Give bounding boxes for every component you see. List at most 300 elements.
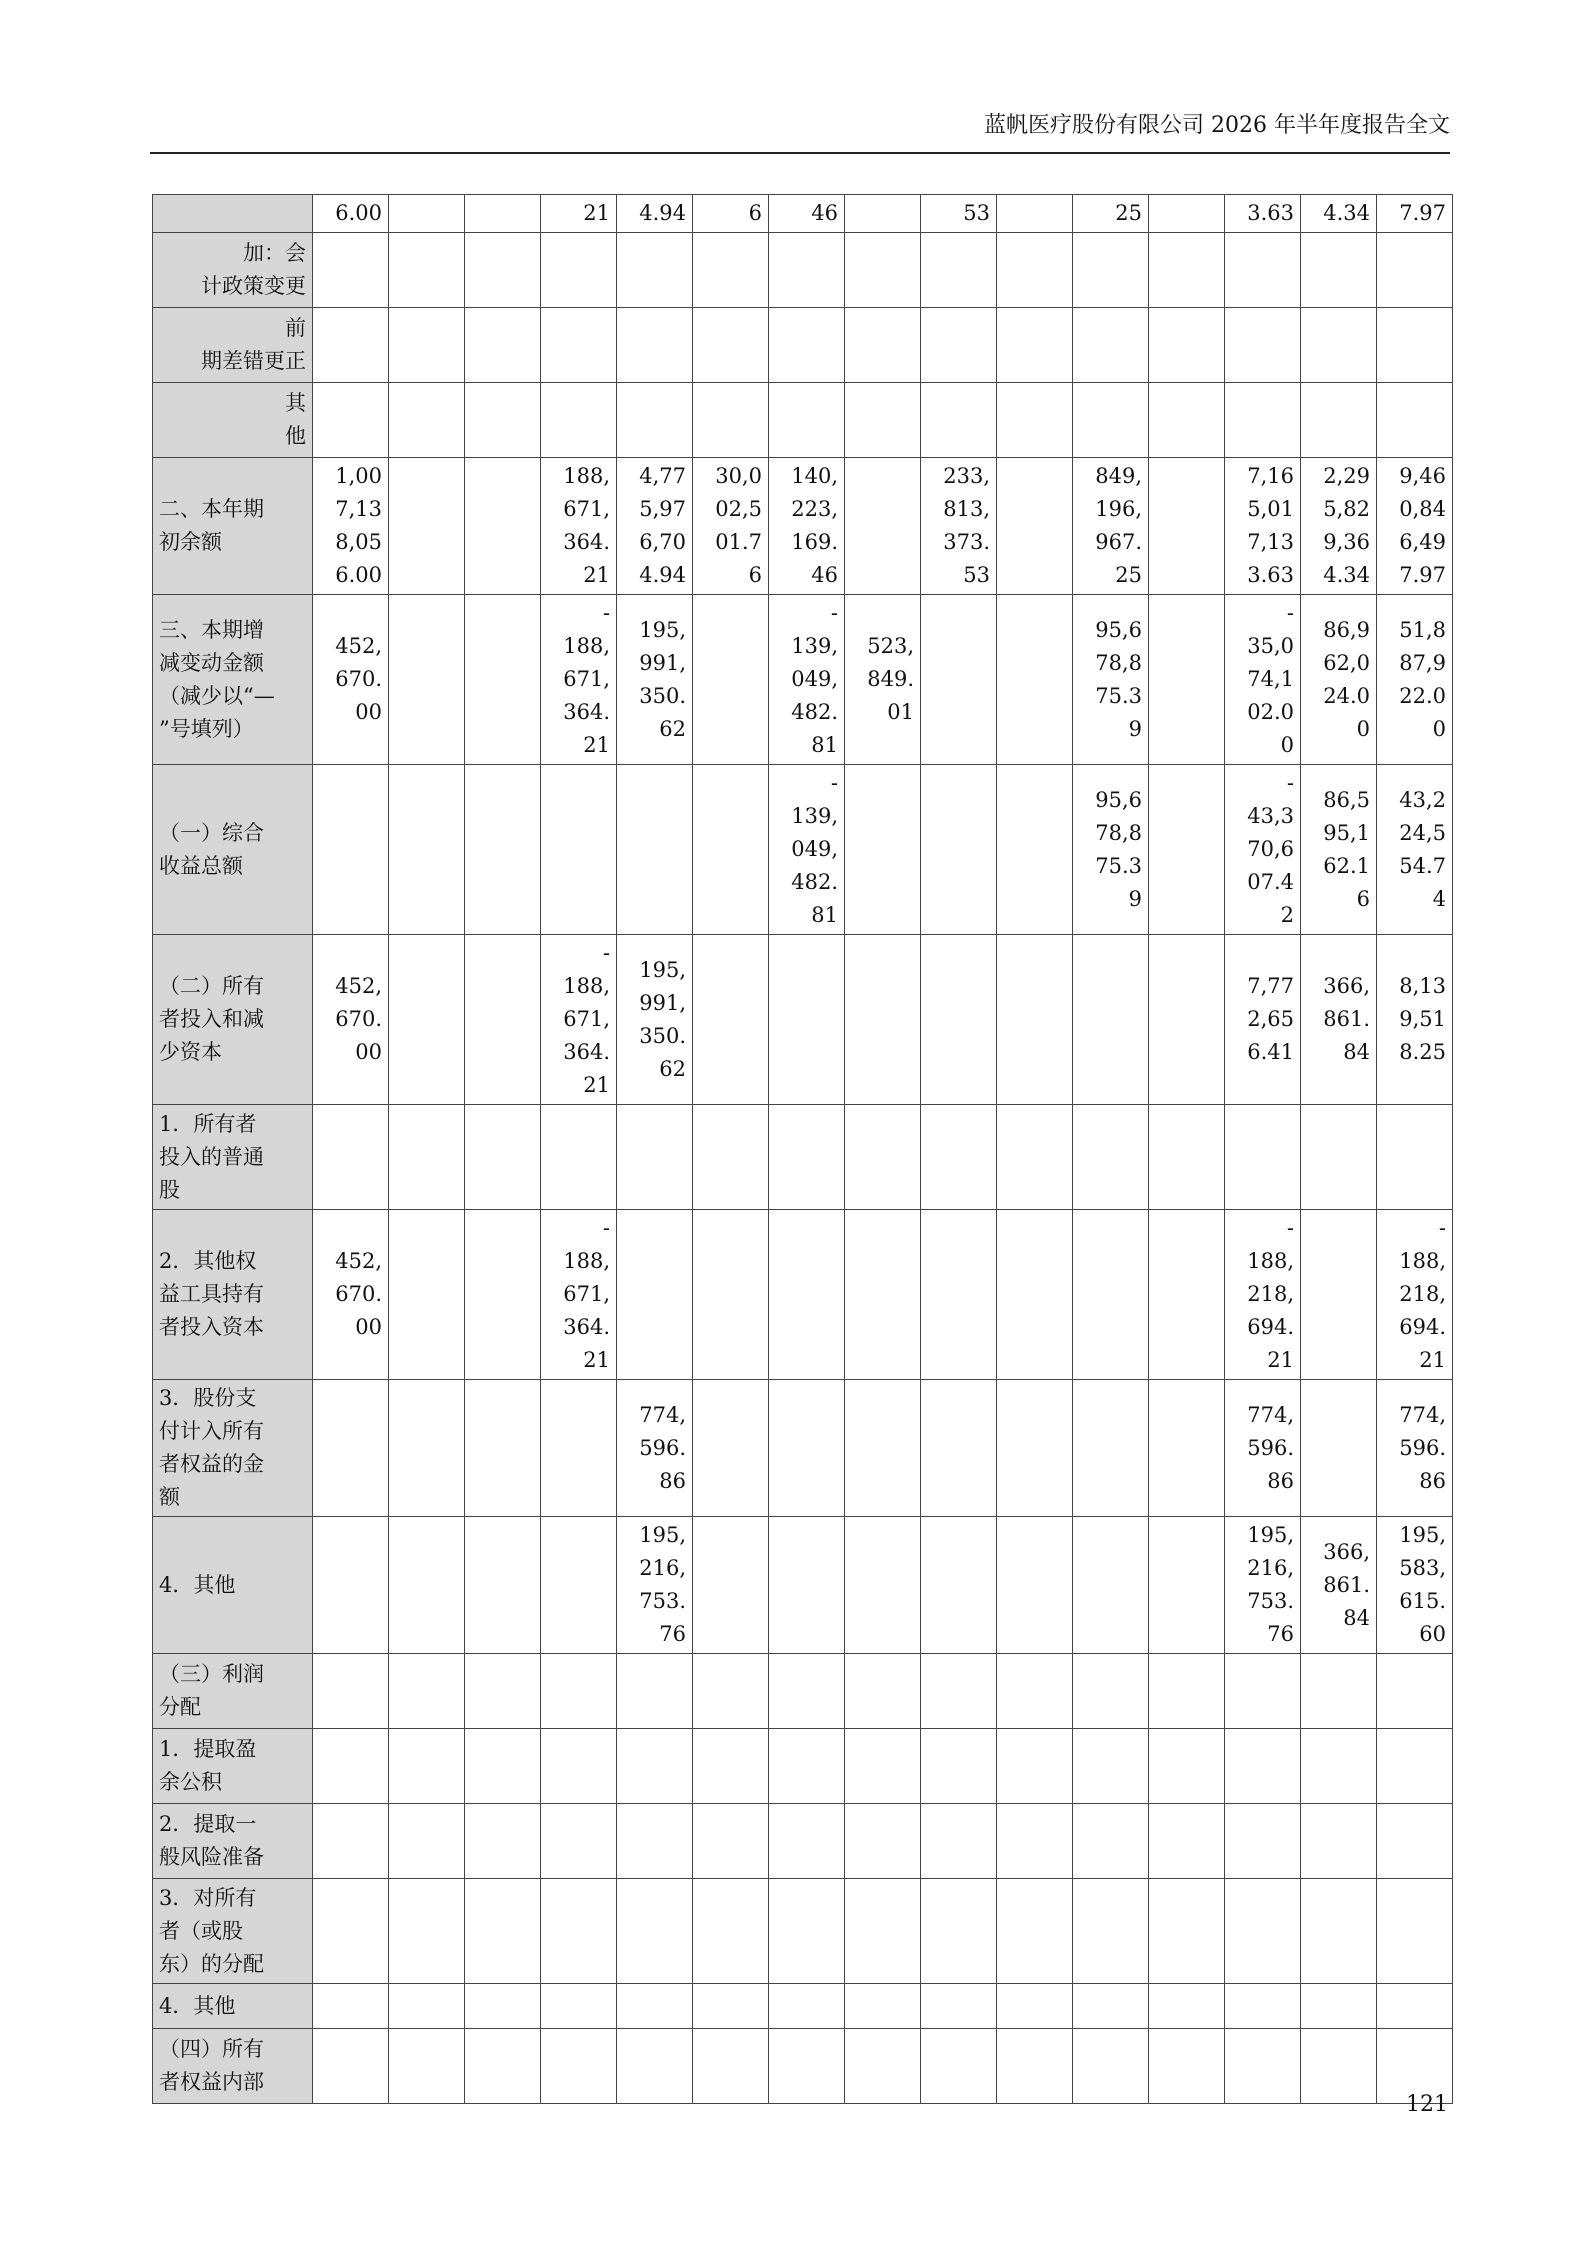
row-label: 2．提取一 般风险准备 (153, 1804, 313, 1879)
table-cell: 195, 216, 753. 76 (617, 1517, 693, 1654)
table-cell (313, 1517, 389, 1654)
table-cell (313, 1729, 389, 1804)
table-cell (921, 1879, 997, 1984)
table-cell: 3.63 (1225, 195, 1301, 233)
table-cell (693, 233, 769, 308)
table-cell: - 188, 218, 694. 21 (1225, 1210, 1301, 1380)
table-cell (769, 1210, 845, 1380)
table-cell (465, 1210, 541, 1380)
table-cell (1073, 1105, 1149, 1210)
table-cell (389, 1729, 465, 1804)
row-label: （三）利润 分配 (153, 1654, 313, 1729)
table-cell: 233, 813, 373. 53 (921, 458, 997, 595)
table-cell (389, 1804, 465, 1879)
table-cell (921, 233, 997, 308)
table-cell (997, 1105, 1073, 1210)
table-cell (921, 1517, 997, 1654)
table-cell (313, 233, 389, 308)
table-cell (313, 765, 389, 935)
table-cell (1073, 1984, 1149, 2029)
table-cell (693, 595, 769, 765)
table-cell (1225, 383, 1301, 458)
table-cell (313, 308, 389, 383)
equity-change-table (152, 194, 1453, 2104)
table-cell (997, 595, 1073, 765)
table-cell: 452, 670. 00 (313, 1210, 389, 1380)
table-cell (1073, 935, 1149, 1105)
table-cell (465, 1380, 541, 1517)
table-cell: 95,6 78,8 75.3 9 (1073, 765, 1149, 935)
table-cell: 1,00 7,13 8,05 6.00 (313, 458, 389, 595)
table-cell: 4,77 5,97 6,70 4.94 (617, 458, 693, 595)
table-cell (465, 1804, 541, 1879)
row-label (153, 195, 313, 233)
header-divider (150, 152, 1450, 154)
table-cell (1149, 233, 1225, 308)
table-cell: - 139, 049, 482. 81 (769, 765, 845, 935)
table-cell (541, 2029, 617, 2104)
table-cell (845, 1105, 921, 1210)
table-cell (1149, 383, 1225, 458)
table-row (153, 1105, 1453, 1210)
row-label: （四）所有 者权益内部 (153, 2029, 313, 2104)
table-cell (693, 1517, 769, 1654)
table-cell (389, 1517, 465, 1654)
table-cell: 30,0 02,5 01.7 6 (693, 458, 769, 595)
table-cell (1149, 1879, 1225, 1984)
table-cell (313, 383, 389, 458)
row-label: 3．股份支 付计入所有 者权益的金 额 (153, 1380, 313, 1517)
table-cell: 195, 991, 350. 62 (617, 935, 693, 1105)
table-cell (921, 2029, 997, 2104)
table-row (153, 1984, 1453, 2029)
table-cell (1377, 1729, 1453, 1804)
table-cell (845, 195, 921, 233)
row-label: 加：会 计政策变更 (153, 233, 313, 308)
table-cell (845, 1984, 921, 2029)
table-cell: - 139, 049, 482. 81 (769, 595, 845, 765)
table-row (153, 1654, 1453, 1729)
table-cell (541, 383, 617, 458)
table-cell: 849, 196, 967. 25 (1073, 458, 1149, 595)
table-cell (313, 1804, 389, 1879)
table-cell (465, 308, 541, 383)
table-cell (465, 233, 541, 308)
table-cell (693, 1879, 769, 1984)
table-cell (921, 1984, 997, 2029)
table-cell (921, 595, 997, 765)
table-cell: - 188, 671, 364. 21 (541, 595, 617, 765)
table-cell: 8,13 9,51 8.25 (1377, 935, 1453, 1105)
table-cell (1149, 308, 1225, 383)
table-cell (1149, 765, 1225, 935)
table-cell (541, 1804, 617, 1879)
table-cell (1225, 1105, 1301, 1210)
table-cell (921, 1804, 997, 1879)
table-cell (617, 1984, 693, 2029)
report-header-title: 蓝帆医疗股份有限公司 2026 年半年度报告全文 (984, 113, 1450, 138)
table-cell (693, 765, 769, 935)
table-cell (693, 1729, 769, 1804)
table-cell (389, 458, 465, 595)
table-cell (845, 308, 921, 383)
table-cell (1149, 1804, 1225, 1879)
table-cell (693, 383, 769, 458)
table-cell (997, 1879, 1073, 1984)
table-cell (541, 1105, 617, 1210)
table-cell: 95,6 78,8 75.3 9 (1073, 595, 1149, 765)
table-cell: 86,5 95,1 62.1 6 (1301, 765, 1377, 935)
table-cell (465, 383, 541, 458)
table-cell (617, 1879, 693, 1984)
table-cell (1301, 1380, 1377, 1517)
table-cell (389, 935, 465, 1105)
table-cell (1149, 595, 1225, 765)
row-label: 3．对所有 者（或股 东）的分配 (153, 1879, 313, 1984)
table-cell (997, 2029, 1073, 2104)
row-label: 1．所有者 投入的普通 股 (153, 1105, 313, 1210)
table-cell (389, 195, 465, 233)
table-cell (465, 765, 541, 935)
table-cell: 53 (921, 195, 997, 233)
table-cell (617, 765, 693, 935)
table-cell (1073, 1517, 1149, 1654)
table-cell (997, 308, 1073, 383)
table-cell (1225, 1654, 1301, 1729)
table-cell (313, 1105, 389, 1210)
table-cell (541, 1984, 617, 2029)
table-cell (617, 1729, 693, 1804)
table-cell (769, 1879, 845, 1984)
table-cell: - 43,3 70,6 07.4 2 (1225, 765, 1301, 935)
table-cell (997, 765, 1073, 935)
table-cell (769, 1984, 845, 2029)
table-cell (845, 1804, 921, 1879)
table-cell (1377, 308, 1453, 383)
table-cell (921, 1729, 997, 1804)
table-cell (997, 383, 1073, 458)
table-cell (465, 458, 541, 595)
table-cell (313, 2029, 389, 2104)
table-cell: 195, 991, 350. 62 (617, 595, 693, 765)
table-cell: 188, 671, 364. 21 (541, 458, 617, 595)
table-cell (1301, 1804, 1377, 1879)
table-cell (1301, 1105, 1377, 1210)
table-cell (1377, 1105, 1453, 1210)
table-cell (541, 1517, 617, 1654)
table-cell (389, 595, 465, 765)
table-cell: 452, 670. 00 (313, 595, 389, 765)
table-cell (389, 1380, 465, 1517)
table-cell (1225, 1729, 1301, 1804)
table-cell (1301, 1879, 1377, 1984)
table-cell (389, 1984, 465, 2029)
table-cell (1225, 1984, 1301, 2029)
table-cell (845, 458, 921, 595)
table-cell (1377, 1654, 1453, 1729)
table-cell (617, 1654, 693, 1729)
table-cell (465, 1729, 541, 1804)
table-cell (693, 1654, 769, 1729)
row-label: 2．其他权 益工具持有 者投入资本 (153, 1210, 313, 1380)
table-cell (845, 765, 921, 935)
table-cell (1301, 1210, 1377, 1380)
table-row (153, 308, 1453, 383)
table-cell (845, 233, 921, 308)
table-cell (541, 765, 617, 935)
table-cell (845, 1517, 921, 1654)
table-cell (845, 935, 921, 1105)
table-cell (997, 1729, 1073, 1804)
table-cell (1073, 383, 1149, 458)
table-row (153, 1210, 1453, 1380)
row-label: 4．其他 (153, 1984, 313, 2029)
table-row (153, 1804, 1453, 1879)
table-cell (997, 1210, 1073, 1380)
table-cell (465, 1654, 541, 1729)
table-cell (921, 1210, 997, 1380)
table-cell (465, 2029, 541, 2104)
table-cell (1225, 1804, 1301, 1879)
table-cell (1073, 1729, 1149, 1804)
table-row (153, 1729, 1453, 1804)
table-cell: 366, 861. 84 (1301, 935, 1377, 1105)
table-cell: 7.97 (1377, 195, 1453, 233)
table-cell (769, 383, 845, 458)
table-cell (465, 595, 541, 765)
table-cell (1149, 2029, 1225, 2104)
table-cell (1225, 308, 1301, 383)
table-cell: 9,46 0,84 6,49 7.97 (1377, 458, 1453, 595)
table-cell (693, 1380, 769, 1517)
table-cell (845, 1380, 921, 1517)
table-cell: 366, 861. 84 (1301, 1517, 1377, 1654)
table-cell (921, 935, 997, 1105)
table-cell (693, 1210, 769, 1380)
table-cell (769, 233, 845, 308)
row-label: 1．提取盈 余公积 (153, 1729, 313, 1804)
table-cell (465, 1105, 541, 1210)
table-cell (1073, 308, 1149, 383)
table-cell (1149, 1105, 1225, 1210)
table-cell: 4.34 (1301, 195, 1377, 233)
table-cell (465, 1984, 541, 2029)
table-cell (389, 2029, 465, 2104)
table-cell (389, 383, 465, 458)
table-cell (693, 1105, 769, 1210)
table-cell (1073, 1804, 1149, 1879)
table-cell: 195, 216, 753. 76 (1225, 1517, 1301, 1654)
table-row (153, 595, 1453, 765)
table-cell (769, 2029, 845, 2104)
table-cell: 452, 670. 00 (313, 935, 389, 1105)
table-cell (617, 308, 693, 383)
table-cell (313, 1654, 389, 1729)
table-cell (845, 1879, 921, 1984)
table-cell: 25 (1073, 195, 1149, 233)
table-cell (541, 1380, 617, 1517)
table-cell (541, 233, 617, 308)
table-cell (845, 1654, 921, 1729)
table-cell (997, 458, 1073, 595)
table-cell (465, 935, 541, 1105)
table-cell (617, 1105, 693, 1210)
table-cell (1377, 383, 1453, 458)
table-cell (845, 2029, 921, 2104)
table-cell (1073, 233, 1149, 308)
table-cell (769, 308, 845, 383)
table-row (153, 1879, 1453, 1984)
table-cell (845, 1210, 921, 1380)
table-cell (617, 1804, 693, 1879)
table-cell (921, 765, 997, 935)
table-row (153, 458, 1453, 595)
table-cell (921, 1380, 997, 1517)
table-cell (1301, 383, 1377, 458)
table-cell (1073, 1654, 1149, 1729)
table-cell (921, 308, 997, 383)
table-cell (1377, 1984, 1453, 2029)
table-cell (313, 1984, 389, 2029)
table-cell (769, 1517, 845, 1654)
table-cell (769, 1804, 845, 1879)
table-cell (1073, 1879, 1149, 1984)
table-cell: 7,77 2,65 6.41 (1225, 935, 1301, 1105)
table-cell: 7,16 5,01 7,13 3.63 (1225, 458, 1301, 595)
table-cell (769, 1105, 845, 1210)
table-cell (1073, 2029, 1149, 2104)
table-row (153, 233, 1453, 308)
table-cell: 43,2 24,5 54.7 4 (1377, 765, 1453, 935)
table-cell (1225, 233, 1301, 308)
table-cell (693, 308, 769, 383)
table-cell (921, 1654, 997, 1729)
table-cell (1377, 233, 1453, 308)
table-cell: 140, 223, 169. 46 (769, 458, 845, 595)
table-cell (1301, 233, 1377, 308)
table-cell (617, 233, 693, 308)
table-cell: 523, 849. 01 (845, 595, 921, 765)
table-cell: 4.94 (617, 195, 693, 233)
table-row (153, 935, 1453, 1105)
table-cell (617, 383, 693, 458)
table-cell (1301, 1984, 1377, 2029)
table-cell (997, 1380, 1073, 1517)
table-cell (389, 1654, 465, 1729)
page-number: 121 (1406, 2092, 1448, 2117)
table-cell (1149, 1210, 1225, 1380)
table-cell: 46 (769, 195, 845, 233)
table-cell (617, 1210, 693, 1380)
table-cell (1225, 2029, 1301, 2104)
table-cell (541, 1729, 617, 1804)
table-row (153, 1517, 1453, 1654)
row-label: 其 他 (153, 383, 313, 458)
table-cell: - 188, 671, 364. 21 (541, 935, 617, 1105)
table-cell (389, 308, 465, 383)
table-cell (541, 308, 617, 383)
table-row (153, 1380, 1453, 1517)
table-row (153, 765, 1453, 935)
table-cell (769, 1380, 845, 1517)
table-cell (1301, 1729, 1377, 1804)
table-cell: 774, 596. 86 (1225, 1380, 1301, 1517)
table-cell (389, 1879, 465, 1984)
table-cell (1149, 195, 1225, 233)
table-cell (389, 233, 465, 308)
table-cell (769, 1654, 845, 1729)
table-cell: - 35,0 74,1 02.0 0 (1225, 595, 1301, 765)
table-cell (389, 1210, 465, 1380)
table-row (153, 2029, 1453, 2104)
table-cell (997, 1517, 1073, 1654)
row-label: （一）综合 收益总额 (153, 765, 313, 935)
table-cell (1073, 1210, 1149, 1380)
table-cell (1225, 1879, 1301, 1984)
table-cell (465, 1879, 541, 1984)
table-cell (693, 1804, 769, 1879)
table-cell (313, 1380, 389, 1517)
table-cell (1149, 1380, 1225, 1517)
table-cell: 6.00 (313, 195, 389, 233)
table-cell (617, 2029, 693, 2104)
table-cell (1149, 1729, 1225, 1804)
table-cell (389, 1105, 465, 1210)
table-cell: 774, 596. 86 (1377, 1380, 1453, 1517)
table-cell (769, 1729, 845, 1804)
table-cell (1301, 308, 1377, 383)
table-cell (1149, 935, 1225, 1105)
row-label: 4．其他 (153, 1517, 313, 1654)
table-cell: 774, 596. 86 (617, 1380, 693, 1517)
table-cell (997, 233, 1073, 308)
table-cell (1149, 1517, 1225, 1654)
table-cell (845, 383, 921, 458)
table-cell (769, 935, 845, 1105)
row-label: 二、本年期 初余额 (153, 458, 313, 595)
table-cell: 2,29 5,82 9,36 4.34 (1301, 458, 1377, 595)
table-cell (921, 1105, 997, 1210)
table-cell: - 188, 671, 364. 21 (541, 1210, 617, 1380)
table-cell (465, 195, 541, 233)
table-cell: 51,8 87,9 22.0 0 (1377, 595, 1453, 765)
table-cell (1301, 1654, 1377, 1729)
table-cell (1377, 1879, 1453, 1984)
table-cell: 6 (693, 195, 769, 233)
table-cell (313, 1879, 389, 1984)
table-cell (997, 1984, 1073, 2029)
table-row (153, 195, 1453, 233)
table-cell (465, 1517, 541, 1654)
row-label: 前 期差错更正 (153, 308, 313, 383)
row-label: （二）所有 者投入和减 少资本 (153, 935, 313, 1105)
table-cell (997, 1804, 1073, 1879)
table-cell (541, 1654, 617, 1729)
table-cell (693, 1984, 769, 2029)
table-cell (541, 1879, 617, 1984)
table-cell (997, 935, 1073, 1105)
table-cell: 195, 583, 615. 60 (1377, 1517, 1453, 1654)
table-cell: 21 (541, 195, 617, 233)
table-cell (1301, 2029, 1377, 2104)
table-cell (845, 1729, 921, 1804)
table-cell (997, 1654, 1073, 1729)
table-cell: - 188, 218, 694. 21 (1377, 1210, 1453, 1380)
row-label: 三、本期增 减变动金额 （减少以“— ”号填列） (153, 595, 313, 765)
table-cell: 86,9 62,0 24.0 0 (1301, 595, 1377, 765)
table-cell (693, 2029, 769, 2104)
table-cell (1149, 1654, 1225, 1729)
